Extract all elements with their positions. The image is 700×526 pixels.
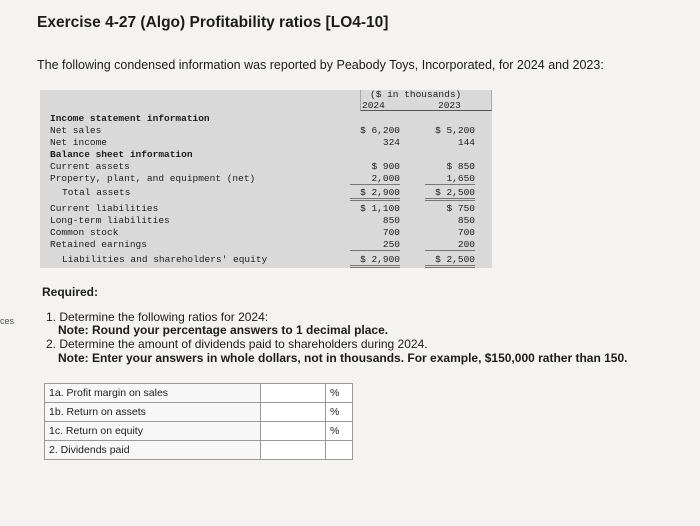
cell-2024: 2,000 <box>350 173 400 185</box>
cell-2024: $ 6,200 <box>360 125 400 136</box>
cell-2023: $ 750 <box>446 203 475 214</box>
answer-row <box>45 403 353 422</box>
cell-2023: 200 <box>425 239 475 251</box>
row-label: Balance sheet information <box>50 149 193 160</box>
col-2024-header: 2024 <box>362 100 385 111</box>
row-label: Property, plant, and equipment (net) <box>50 173 256 184</box>
units-header: ($ in thousands) <box>370 89 462 100</box>
answer-cell <box>261 403 326 422</box>
cell-2023: 144 <box>457 137 475 148</box>
percent-unit: % <box>326 384 353 403</box>
answer-table <box>44 383 353 460</box>
row-label: Current assets <box>50 161 130 172</box>
row-label: Net income <box>50 137 108 148</box>
answer-label: 1c. Return on equity <box>45 422 261 441</box>
cell-2023: $ 2,500 <box>425 254 475 268</box>
cell-2023: 1,650 <box>425 173 475 185</box>
row-label: Long-term liabilities <box>50 215 170 226</box>
cell-2024: $ 1,100 <box>360 203 400 214</box>
question-1: 1. Determine the following ratios for 2024: <box>46 310 269 324</box>
row-label: Common stock <box>50 227 119 238</box>
cell-2024: $ 2,900 <box>350 187 400 201</box>
percent-unit: % <box>326 403 353 422</box>
cell-2024: 700 <box>382 227 400 238</box>
row-label: Retained earnings <box>50 239 147 250</box>
answer-label: 1a. Profit margin on sales <box>45 384 261 403</box>
question-1-note: Note: Round your percentage answers to 1 decimal place. <box>58 323 389 337</box>
percent-unit: % <box>326 422 353 441</box>
return-on-equity-input[interactable] <box>261 422 325 440</box>
unit-cell <box>326 441 353 460</box>
cell-2023: 850 <box>457 215 475 226</box>
answer-cell <box>261 422 326 441</box>
answer-row <box>45 441 353 460</box>
answer-row <box>45 384 353 403</box>
row-label: Current liabilities <box>50 203 159 214</box>
page-title: Exercise 4-27 (Algo) Profitability ratios [LO4-10] <box>37 14 389 31</box>
col-2023-header: 2023 <box>438 100 461 111</box>
cell-2023: $ 5,200 <box>435 125 475 136</box>
required-heading: Required: <box>42 285 99 299</box>
cell-2023: 700 <box>457 227 475 238</box>
profit-margin-input[interactable] <box>261 384 325 402</box>
row-label: Total assets <box>62 187 131 198</box>
answer-cell <box>261 441 326 460</box>
cell-2024: 250 <box>350 239 400 251</box>
answer-label: 2. Dividends paid <box>45 441 261 460</box>
cell-2024: 850 <box>382 215 400 226</box>
cell-2023: $ 2,500 <box>425 187 475 201</box>
answer-label: 1b. Return on assets <box>45 403 261 422</box>
intro-text: The following condensed information was reported by Peabody Toys, Incorporated, for 2024 and 2023: <box>37 58 604 72</box>
return-on-assets-input[interactable] <box>261 403 325 421</box>
cell-2024: 324 <box>382 137 400 148</box>
question-2-note: Note: Enter your answers in whole dollars, not in thousands. For example, $150,000 rather than 150. <box>58 351 628 365</box>
financial-statement-panel <box>40 90 492 268</box>
cell-2024: $ 900 <box>371 161 400 172</box>
row-label: Income statement information <box>50 113 210 124</box>
answer-row <box>45 422 353 441</box>
edge-tab-text[interactable]: ces <box>0 316 15 326</box>
cell-2024: $ 2,900 <box>350 254 400 268</box>
question-2: 2. Determine the amount of dividends paid to shareholders during 2024. <box>46 337 428 351</box>
dividends-paid-input[interactable] <box>261 441 325 459</box>
cell-2023: $ 850 <box>446 161 475 172</box>
row-label: Net sales <box>50 125 102 136</box>
row-label: Liabilities and shareholders' equity <box>62 254 268 265</box>
answer-cell <box>261 384 326 403</box>
